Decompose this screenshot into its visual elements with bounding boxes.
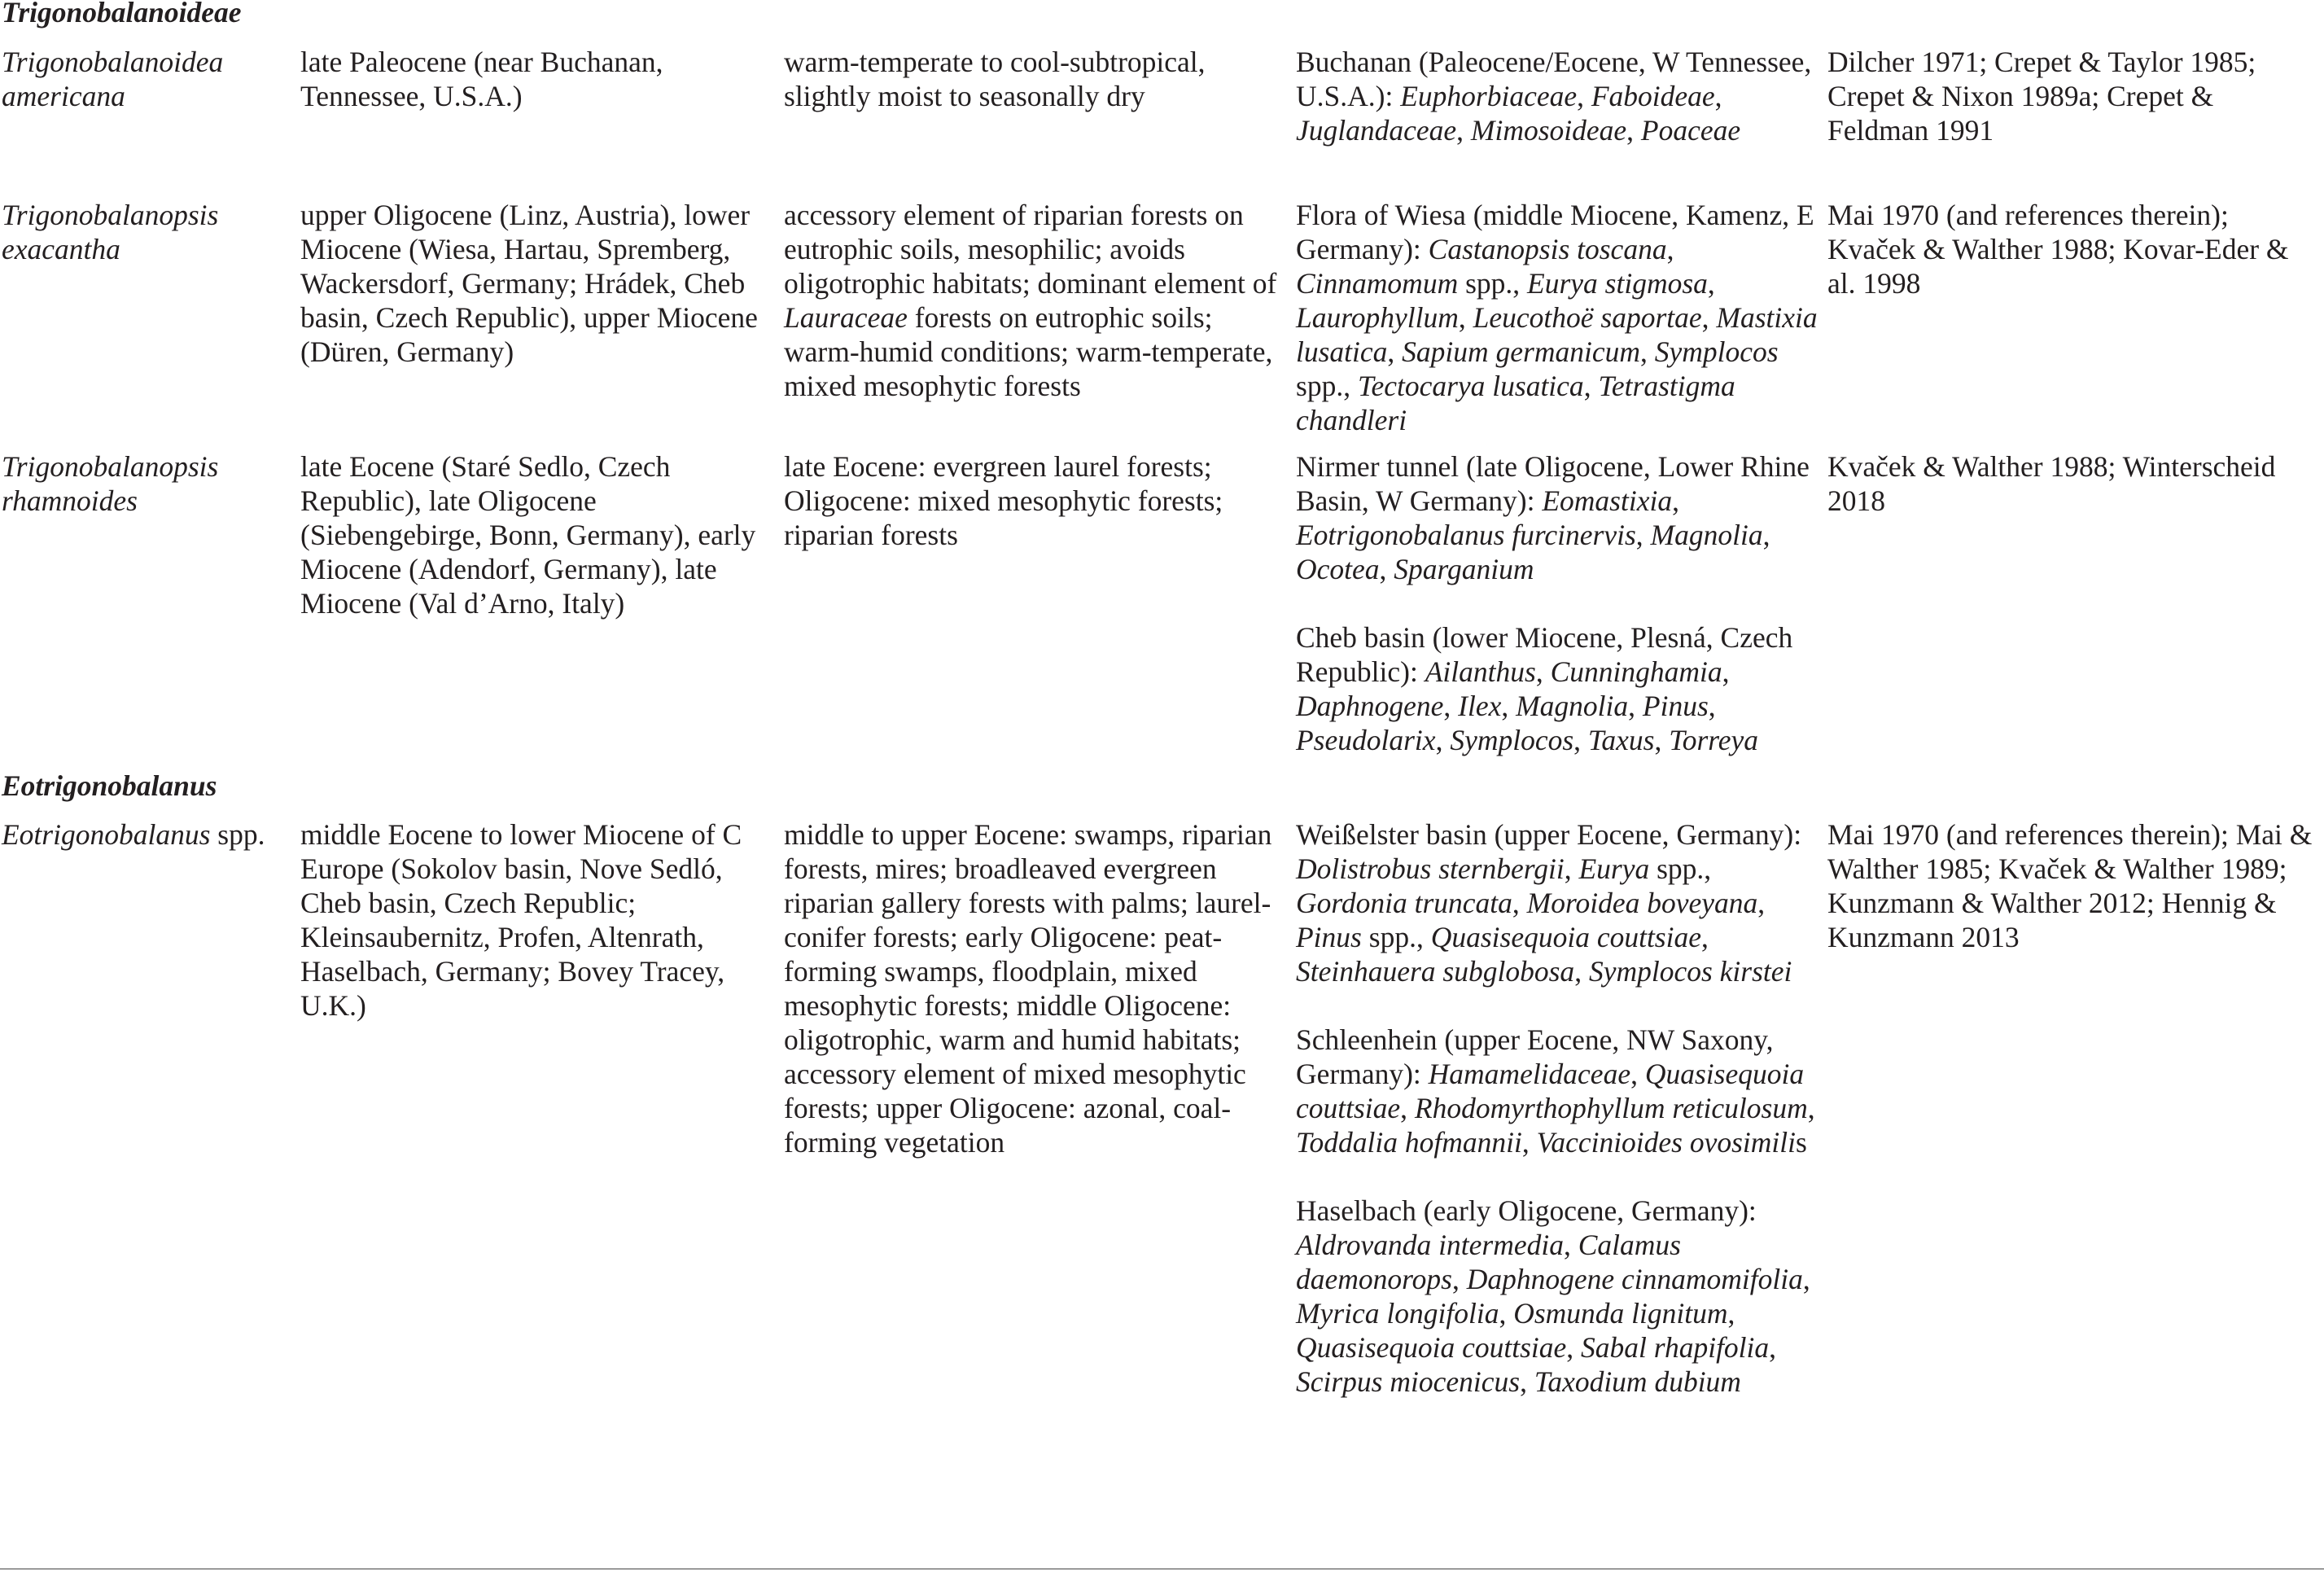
- italic-text-segment: Torreya: [1669, 724, 1759, 756]
- text-segment: ,: [1577, 80, 1591, 112]
- text-segment: ,: [1701, 301, 1717, 334]
- text-segment: Dilcher 1971; Crepet & Taylor 1985; Crepet & Nixon 1989a; Crepet & Feldman 1991: [1827, 46, 2256, 147]
- italic-text-segment: Steinhauera subglobosa: [1296, 955, 1575, 988]
- text-segment: s: [1796, 1126, 1807, 1159]
- text-segment: late Eocene: evergreen laurel forests; Oligocene: mixed mesophytic forests; riparian forests: [784, 450, 1223, 551]
- italic-text-segment: Lauraceae: [784, 301, 908, 334]
- references-cell: [1827, 45, 2320, 147]
- text-segment: ,: [1400, 1092, 1415, 1124]
- text-segment: Buchanan (Paleocene/Eocene, W Tennessee, U.S.A.):: [1296, 46, 1812, 112]
- italic-text-segment: Symplocos kirstei: [1588, 955, 1792, 988]
- text-segment: ,: [1635, 519, 1651, 551]
- italic-text-segment: Ocotea: [1296, 553, 1380, 585]
- italic-text-segment: Mimosoideae: [1470, 114, 1627, 147]
- italic-text-segment: Tectocarya lusatica: [1357, 370, 1584, 402]
- italic-text-segment: Pseudolarix: [1296, 724, 1436, 756]
- italic-text-segment: Dolistrobus sternbergii: [1296, 852, 1565, 885]
- flora-entry: [1296, 817, 1825, 988]
- text-segment: ,: [1807, 1092, 1815, 1124]
- italic-text-segment: Tetrastigma chandleri: [1296, 370, 1735, 436]
- text-segment: late Paleocene (near Buchanan, Tennessee, U.S.A.): [300, 46, 663, 112]
- text-segment: ,: [1564, 852, 1579, 885]
- text-segment: ,: [1701, 921, 1709, 953]
- flora-entry: [1296, 620, 1825, 757]
- italic-text-segment: Scirpus miocenicus: [1296, 1365, 1521, 1398]
- text-segment: Nirmer tunnel (late Oligocene, Lower Rhine Basin, W Germany):: [1296, 450, 1810, 517]
- italic-text-segment: Magnolia: [1650, 519, 1763, 551]
- text-segment: ,: [1630, 1058, 1645, 1090]
- italic-text-segment: Leucothoë saportae: [1473, 301, 1702, 334]
- text-segment: ,: [1435, 724, 1451, 756]
- text-segment: ,: [1535, 655, 1551, 688]
- italic-text-segment: Juglandaceae: [1296, 114, 1457, 147]
- taxon-cell: [2, 449, 295, 518]
- italic-text-segment: Sparganium: [1394, 553, 1534, 585]
- text-segment: ,: [1802, 1263, 1810, 1295]
- text-segment: forests on eutrophic soils; warm-humid conditions; warm-temperate, mixed mesophytic forests: [784, 301, 1273, 402]
- text-segment: spp.,: [1458, 267, 1528, 300]
- italic-text-segment: Quasisequoia couttsiae: [1296, 1331, 1567, 1364]
- text-segment: ,: [1443, 690, 1459, 722]
- references-cell: [1827, 817, 2320, 954]
- text-segment: Flora of Wiesa (middle Miocene, Kamenz, E Germany):: [1296, 199, 1814, 265]
- italic-text-segment: Daphnogene cinnamomifolia: [1466, 1263, 1803, 1295]
- taxon-cell: [2, 45, 295, 113]
- text-segment: ,: [1707, 267, 1715, 300]
- italic-text-segment: Daphnogene: [1296, 690, 1444, 722]
- italic-text-segment: Ailanthus: [1425, 655, 1536, 688]
- associated-flora-cell: [1296, 198, 1825, 437]
- text-segment: ,: [1456, 114, 1471, 147]
- italic-text-segment: Cinnamomum: [1296, 267, 1459, 300]
- text-segment: ,: [1521, 1126, 1537, 1159]
- taxon-cell: [2, 817, 295, 852]
- section-heading: Eotrigonobalanus: [2, 769, 217, 802]
- text-segment: ,: [1458, 301, 1473, 334]
- text-segment: ,: [1512, 887, 1527, 919]
- text-segment: ,: [1757, 887, 1766, 919]
- text-segment: spp.: [210, 818, 265, 851]
- italic-text-segment: Mastixia lusatica: [1296, 301, 1818, 368]
- text-segment: ,: [1566, 1331, 1582, 1364]
- habitat-cell: [784, 45, 1289, 113]
- text-segment: ,: [1499, 1297, 1514, 1330]
- italic-text-segment: Eurya stigmosa: [1527, 267, 1708, 300]
- text-segment: ,: [1387, 335, 1403, 368]
- text-segment: upper Oligocene (Linz, Austria), lower Miocene (Wiesa, Hartau, Spremberg, Wackersdorf, Germany; Hrádek, Cheb basin, Czech Republic), upper Miocene (Düren, Germany): [300, 199, 758, 368]
- italic-text-segment: Cunninghamia: [1550, 655, 1722, 688]
- text-segment: ,: [1672, 484, 1679, 517]
- text-segment: Kvaček & Walther 1988; Winterscheid 2018: [1827, 450, 2276, 517]
- occurrence-cell: [300, 45, 772, 113]
- habitat-cell: [784, 198, 1289, 403]
- italic-text-segment: Poaceae: [1640, 114, 1741, 147]
- text-segment: ,: [1520, 1365, 1534, 1398]
- references-cell: [1827, 198, 2320, 300]
- italic-text-segment: Aldrovanda intermedia: [1296, 1229, 1564, 1261]
- flora-entry: [1296, 449, 1825, 586]
- italic-text-segment: Toddalia hofmannii: [1296, 1126, 1522, 1159]
- italic-text-segment: Sabal rhapifolia: [1581, 1331, 1770, 1364]
- italic-text-segment: Gordonia truncata: [1296, 887, 1512, 919]
- text-segment: ,: [1501, 690, 1517, 722]
- text-segment: ,: [1451, 1263, 1467, 1295]
- italic-text-segment: Magnolia: [1516, 690, 1629, 722]
- text-segment: spp.,: [1296, 370, 1358, 402]
- flora-entry: [1296, 1194, 1825, 1399]
- text-segment: Schleenhein (upper Eocene, NW Saxony, Germany):: [1296, 1023, 1774, 1090]
- associated-flora-cell: [1296, 449, 1825, 757]
- text-segment: Weißelster basin (upper Eocene, Germany):: [1296, 818, 1802, 851]
- italic-text-segment: Ilex: [1458, 690, 1502, 722]
- text-segment: Haselbach (early Oligocene, Germany):: [1296, 1194, 1757, 1227]
- text-segment: ,: [1640, 335, 1655, 368]
- italic-text-segment: Laurophyllum: [1296, 301, 1459, 334]
- text-segment: ,: [1626, 114, 1641, 147]
- italic-text-segment: Vaccinioides ovosimili: [1536, 1126, 1797, 1159]
- text-segment: warm-temperate to cool-subtropical, slightly moist to seasonally dry: [784, 46, 1206, 112]
- text-segment: ,: [1722, 655, 1730, 688]
- italic-text-segment: Sapium germanicum: [1402, 335, 1641, 368]
- italic-text-segment: Calamus daemonorops: [1296, 1229, 1681, 1295]
- italic-text-segment: Trigonobalanoidea americana: [2, 46, 224, 112]
- text-segment: accessory element of riparian forests on eutrophic soils, mesophilic; avoids oligotrophic habitats; dominant element of: [784, 199, 1277, 300]
- italic-text-segment: Symplocos: [1450, 724, 1574, 756]
- text-segment: ,: [1654, 724, 1670, 756]
- italic-text-segment: Moroidea boveyana: [1526, 887, 1758, 919]
- italic-text-segment: Eotrigonobalanus furcinervis: [1296, 519, 1636, 551]
- associated-flora-cell: [1296, 45, 1825, 147]
- text-segment: ,: [1714, 80, 1722, 112]
- text-segment: ,: [1762, 519, 1770, 551]
- text-segment: spp.,: [1649, 852, 1712, 885]
- flora-entry: [1296, 45, 1825, 147]
- text-segment: Mai 1970 (and references therein); Mai & Walther 1985; Kvaček & Walther 1989; Kunzmann & Walther 2012; Hennig & Kunzmann 2013: [1827, 818, 2313, 953]
- italic-text-segment: Trigonobalanopsis exacantha: [2, 199, 219, 265]
- italic-text-segment: Taxodium dubium: [1534, 1365, 1741, 1398]
- italic-text-segment: Pinus: [1642, 690, 1709, 722]
- italic-text-segment: Faboideae: [1591, 80, 1715, 112]
- section-heading: Trigonobalanoideae: [2, 0, 242, 28]
- italic-text-segment: Symplocos: [1654, 335, 1779, 368]
- references-cell: [1827, 449, 2320, 518]
- text-segment: ,: [1573, 724, 1588, 756]
- text-segment: ,: [1666, 233, 1674, 265]
- italic-text-segment: Trigonobalanopsis rhamnoides: [2, 450, 219, 517]
- italic-text-segment: Rhodomyrthophyllum reticulosum: [1414, 1092, 1808, 1124]
- table-bottom-rule: [0, 1568, 2324, 1570]
- italic-text-segment: Pinus: [1296, 921, 1362, 953]
- habitat-cell: [784, 817, 1289, 1159]
- associated-flora-cell: [1296, 817, 1825, 1399]
- occurrence-cell: [300, 817, 772, 1023]
- taxon-cell: [2, 198, 295, 266]
- italic-text-segment: Eurya: [1578, 852, 1650, 885]
- flora-entry: [1296, 198, 1825, 437]
- text-segment: ,: [1379, 553, 1394, 585]
- occurrence-cell: [300, 198, 772, 369]
- italic-text-segment: Hamamelidaceae: [1428, 1058, 1631, 1090]
- text-segment: ,: [1628, 690, 1643, 722]
- text-segment: Cheb basin (lower Miocene, Plesná, Czech Republic):: [1296, 621, 1793, 688]
- text-segment: ,: [1769, 1331, 1777, 1364]
- text-segment: ,: [1563, 1229, 1578, 1261]
- italic-text-segment: Quasisequoia couttsiae: [1296, 1058, 1805, 1124]
- text-segment: ,: [1708, 690, 1716, 722]
- text-segment: ,: [1574, 955, 1589, 988]
- italic-text-segment: Quasisequoia couttsiae: [1430, 921, 1701, 953]
- italic-text-segment: Castanopsis toscana: [1428, 233, 1667, 265]
- italic-text-segment: Taxus: [1587, 724, 1655, 756]
- text-segment: Mai 1970 (and references therein); Kvaček & Walther 1988; Kovar-Eder & al. 1998: [1827, 199, 2289, 300]
- text-segment: middle Eocene to lower Miocene of C Europe (Sokolov basin, Nove Sedló, Cheb basin, Czech Republic; Kleinsaubernitz, Profen, Altenrath, Haselbach, Germany; Bovey Tracey, U.K.): [300, 818, 742, 1022]
- italic-text-segment: Myrica longifolia: [1296, 1297, 1499, 1330]
- flora-entry: [1296, 1023, 1825, 1159]
- text-segment: late Eocene (Staré Sedlo, Czech Republic), late Oligocene (Siebengebirge, Bonn, Germany), early Miocene (Adendorf, Germany), late Miocene (Val d’Arno, Italy): [300, 450, 756, 620]
- habitat-cell: [784, 449, 1289, 552]
- italic-text-segment: Eotrigonobalanus: [2, 818, 211, 851]
- italic-text-segment: Euphorbiaceae: [1400, 80, 1578, 112]
- text-segment: spp.,: [1361, 921, 1431, 953]
- text-segment: middle to upper Eocene: swamps, riparian forests, mires; broadleaved evergreen riparian gallery forests with palms; laurel-conifer forests; early Oligocene: peat-forming swamps, floodplain, mixed mesophytic forests; middle Oligocene: oligotrophic, warm and humid habitats; accessory element of mixed mesophytic forests; upper Oligocene: azonal, coal-forming vegetation: [784, 818, 1272, 1159]
- occurrence-cell: [300, 449, 772, 620]
- text-segment: ,: [1583, 370, 1599, 402]
- text-segment: ,: [1727, 1297, 1735, 1330]
- italic-text-segment: Eomastixia: [1542, 484, 1673, 517]
- italic-text-segment: Osmunda lignitum: [1513, 1297, 1728, 1330]
